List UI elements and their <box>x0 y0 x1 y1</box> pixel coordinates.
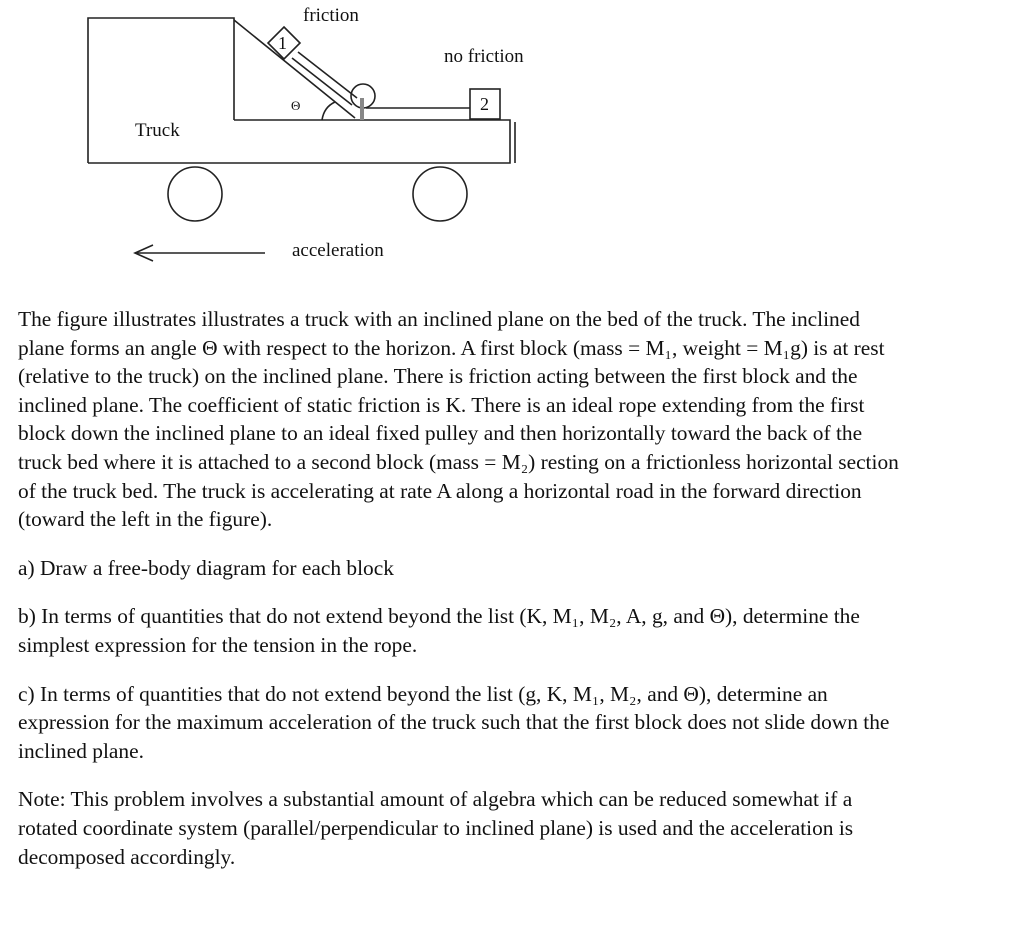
part-c-line: inclined plane. <box>18 738 144 763</box>
rope-incline-lower <box>292 58 352 105</box>
part-b-line: b) In terms of quantities that do not extend beyond the list (K, M₁, M₂, A, g, and Θ), determine the <box>18 604 860 629</box>
no-friction-label: no friction <box>444 46 524 67</box>
truck-label: Truck <box>135 120 180 141</box>
part-a-line: a) Draw a free-body diagram for each block <box>18 555 394 580</box>
friction-label: friction <box>303 5 359 26</box>
part-a <box>18 554 1024 583</box>
rope-incline-upper <box>298 52 357 98</box>
block-1-label: 1 <box>278 33 287 53</box>
part-c <box>18 680 1024 766</box>
problem-intro <box>18 305 1024 534</box>
front-wheel <box>168 167 222 221</box>
part-c-line: expression for the maximum acceleration of the truck such that the first block does not slide down the <box>18 710 890 735</box>
intro-line: (relative to the truck) on the inclined plane. There is friction acting between the first block and the <box>18 364 858 389</box>
note <box>18 785 1024 871</box>
theta-label: Θ <box>291 98 301 113</box>
intro-line: plane forms an angle Θ with respect to the horizon. A first block (mass = M₁, weight = M₁g) is at rest <box>18 335 885 360</box>
note-line: rotated coordinate system (parallel/perpendicular to inclined plane) is used and the acceleration is <box>18 815 854 840</box>
part-b-line: simplest expression for the tension in the rope. <box>18 632 418 657</box>
part-c-line: c) In terms of quantities that do not extend beyond the list (g, K, M₁, M₂, and Θ), determine an <box>18 681 828 706</box>
note-line: decomposed accordingly. <box>18 844 236 869</box>
intro-line: The figure illustrates illustrates a truck with an inclined plane on the bed of the truck. The inclined <box>18 307 860 331</box>
note-line: Note: This problem involves a substantial amount of algebra which can be reduced somewhat if a <box>18 787 853 812</box>
theta-angle-arc <box>322 102 335 120</box>
acceleration-label: acceleration <box>292 240 384 261</box>
intro-line: truck bed where it is attached to a second block (mass = M₂) resting on a frictionless horizontal section <box>18 449 899 474</box>
intro-line: inclined plane. The coefficient of static friction is K. There is an ideal rope extending from the first <box>18 392 865 417</box>
truck-cab-outline <box>88 18 234 163</box>
intro-line: (toward the left in the figure). <box>18 507 273 532</box>
rear-wheel <box>413 167 467 221</box>
intro-line: of the truck bed. The truck is accelerating at rate A along a horizontal road in the forward direction <box>18 478 862 503</box>
problem-text <box>18 305 1024 871</box>
intro-line: block down the inclined plane to an ideal fixed pulley and then horizontally toward the back of the <box>18 421 863 446</box>
block-2-label: 2 <box>480 94 489 114</box>
truck-incline-figure <box>0 0 1024 290</box>
part-b <box>18 602 1024 659</box>
